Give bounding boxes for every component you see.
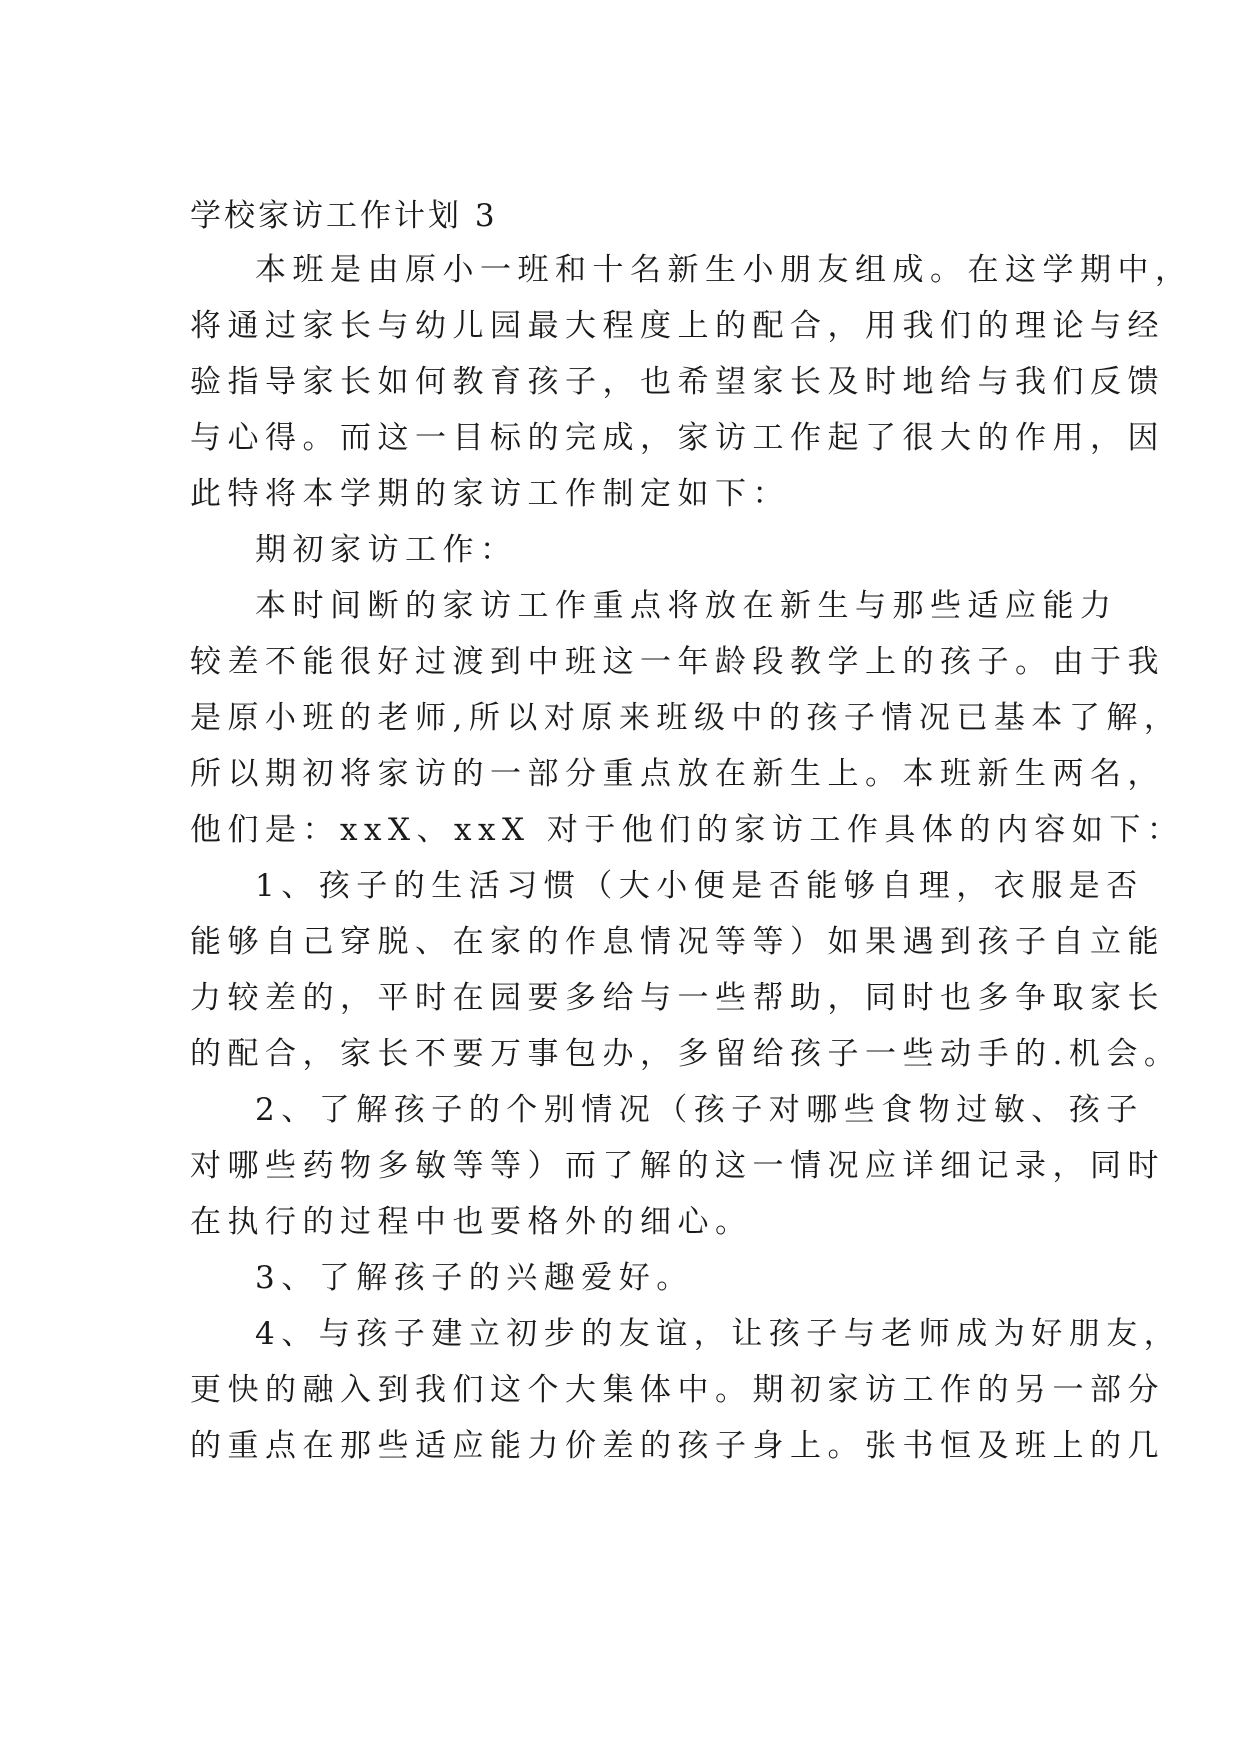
paragraph-line: 与心得。而这一目标的完成，家访工作起了很大的作用，因	[190, 420, 1165, 456]
section-heading: 期初家访工作：	[255, 532, 518, 568]
list-item-line: 更快的融入到我们这个大集体中。期初家访工作的另一部分	[190, 1372, 1165, 1408]
document-title: 学校家访工作计划 3	[190, 198, 498, 234]
paragraph-line: 是原小班的老师,所以对原来班级中的孩子情况已基本了解，	[190, 700, 1182, 736]
list-item-line: 在执行的过程中也要格外的细心。	[190, 1204, 753, 1240]
paragraph-line: 他们是：xxX、xxX 对于他们的家访工作具体的内容如下：	[190, 812, 1185, 848]
list-item-line: 4、与孩子建立初步的友谊，让孩子与老师成为好朋友，	[255, 1316, 1182, 1352]
paragraph-line: 本班是由原小一班和十名新生小朋友组成。在这学期中，	[255, 252, 1193, 288]
list-item-line: 的配合，家长不要万事包办，多留给孩子一些动手的.机会。	[190, 1036, 1182, 1072]
list-item-line: 2、了解孩子的个别情况（孩子对哪些食物过敏、孩子	[255, 1092, 1144, 1128]
paragraph-line: 较差不能很好过渡到中班这一年龄段教学上的孩子。由于我	[190, 644, 1165, 680]
list-item-line: 1、孩子的生活习惯（大小便是否能够自理，衣服是否	[255, 868, 1144, 904]
list-item-line: 力较差的，平时在园要多给与一些帮助，同时也多争取家长	[190, 980, 1165, 1016]
paragraph-line: 将通过家长与幼儿园最大程度上的配合，用我们的理论与经	[190, 308, 1165, 344]
list-item-line: 对哪些药物多敏等等）而了解的这一情况应详细记录，同时	[190, 1148, 1165, 1184]
paragraph-line: 此特将本学期的家访工作制定如下：	[190, 476, 790, 512]
list-item-line: 的重点在那些适应能力价差的孩子身上。张书恒及班上的几	[190, 1428, 1165, 1464]
list-item-line: 能够自己穿脱、在家的作息情况等等）如果遇到孩子自立能	[190, 924, 1165, 960]
list-item-line: 3、了解孩子的兴趣爱好。	[255, 1260, 694, 1296]
paragraph-line: 所以期初将家访的一部分重点放在新生上。本班新生两名，	[190, 756, 1165, 792]
paragraph-line: 本时间断的家访工作重点将放在新生与那些适应能力	[255, 588, 1118, 624]
paragraph-line: 验指导家长如何教育孩子，也希望家长及时地给与我们反馈	[190, 364, 1165, 400]
